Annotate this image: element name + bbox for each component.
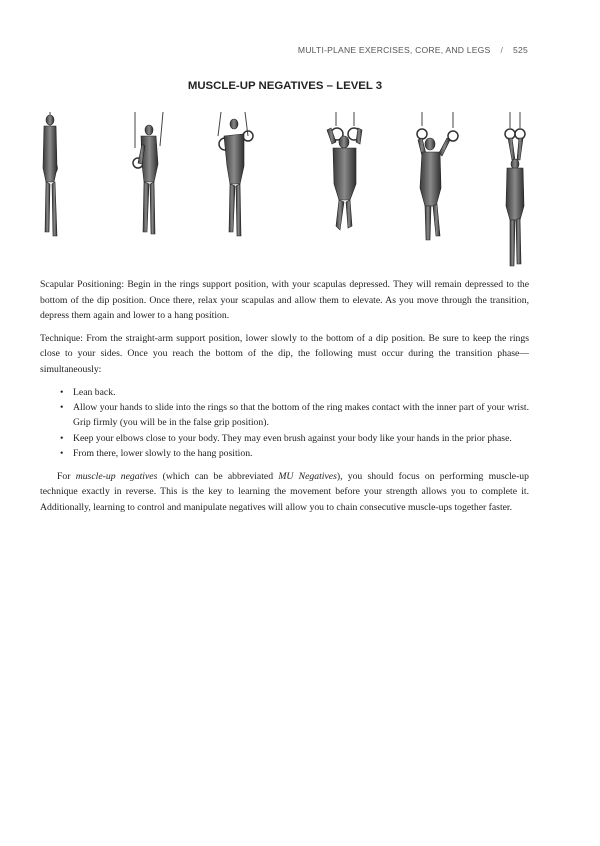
figure-frame-1 (43, 112, 57, 236)
figure-frame-2 (133, 112, 163, 234)
closing-text-2: (which can be abbreviated (157, 470, 279, 482)
abbreviation-mu-negatives: MU Negatives (278, 470, 337, 482)
figure-frame-6 (505, 112, 525, 266)
header-separator: / (500, 45, 504, 55)
technique-bullet-list (40, 385, 529, 462)
bullet-item: • From there, lower slowly to the hang position. (73, 446, 529, 461)
header-section: MULTI-PLANE EXERCISES, CORE, AND LEGS (297, 45, 491, 55)
figure-frame-5 (417, 112, 458, 240)
page-number: 525 (513, 45, 528, 55)
figure-frame-3 (218, 112, 253, 236)
paragraph-closing (40, 469, 529, 516)
figure-frame-4 (327, 112, 362, 230)
bullet-item: • Allow your hands to slide into the rings so that the bottom of the ring makes contact with the inner part of your wrist. Grip firmly (you will be in the false grip position). (73, 400, 529, 431)
bullet-item: • Lean back. (73, 385, 529, 400)
paragraph-technique: Technique: From the straight-arm support position, lower slowly to the bottom of a dip position. Be sure to keep the rings close to your sides. Once you reach the bottom of the dip, the following must occur during the transition phase—simultaneously: (40, 332, 529, 375)
running-header (298, 45, 528, 55)
closing-text-3: ), you should focus on performing muscle-up technique exactly in reverse. This is the key to learning the movement before your strength allows you to complete it. Additionally, learning to control and manipulate negatives will allow you to chain consecutive muscle-ups together faster. (40, 470, 529, 513)
paragraph-scapular-positioning: Scapular Positioning: Begin in the rings support position, with your scapulas depressed. They will remain depressed to the bottom of the dip position. Once there, relax your scapulas and allow them to elevate. As you move through the transition, depress them again and lower to a hang position. (40, 279, 529, 322)
term-muscle-up-negatives: muscle-up negatives (75, 470, 158, 482)
bullet-item: • Keep your elbows close to your body. They may even brush against your body like your hands in the prior phase. (73, 431, 529, 446)
exercise-figures-svg (30, 108, 540, 273)
page-title: MUSCLE-UP NEGATIVES – LEVEL 3 (187, 80, 383, 92)
body-text (40, 277, 529, 522)
closing-text-1: For (57, 470, 76, 482)
exercise-sequence-figure (30, 108, 540, 273)
